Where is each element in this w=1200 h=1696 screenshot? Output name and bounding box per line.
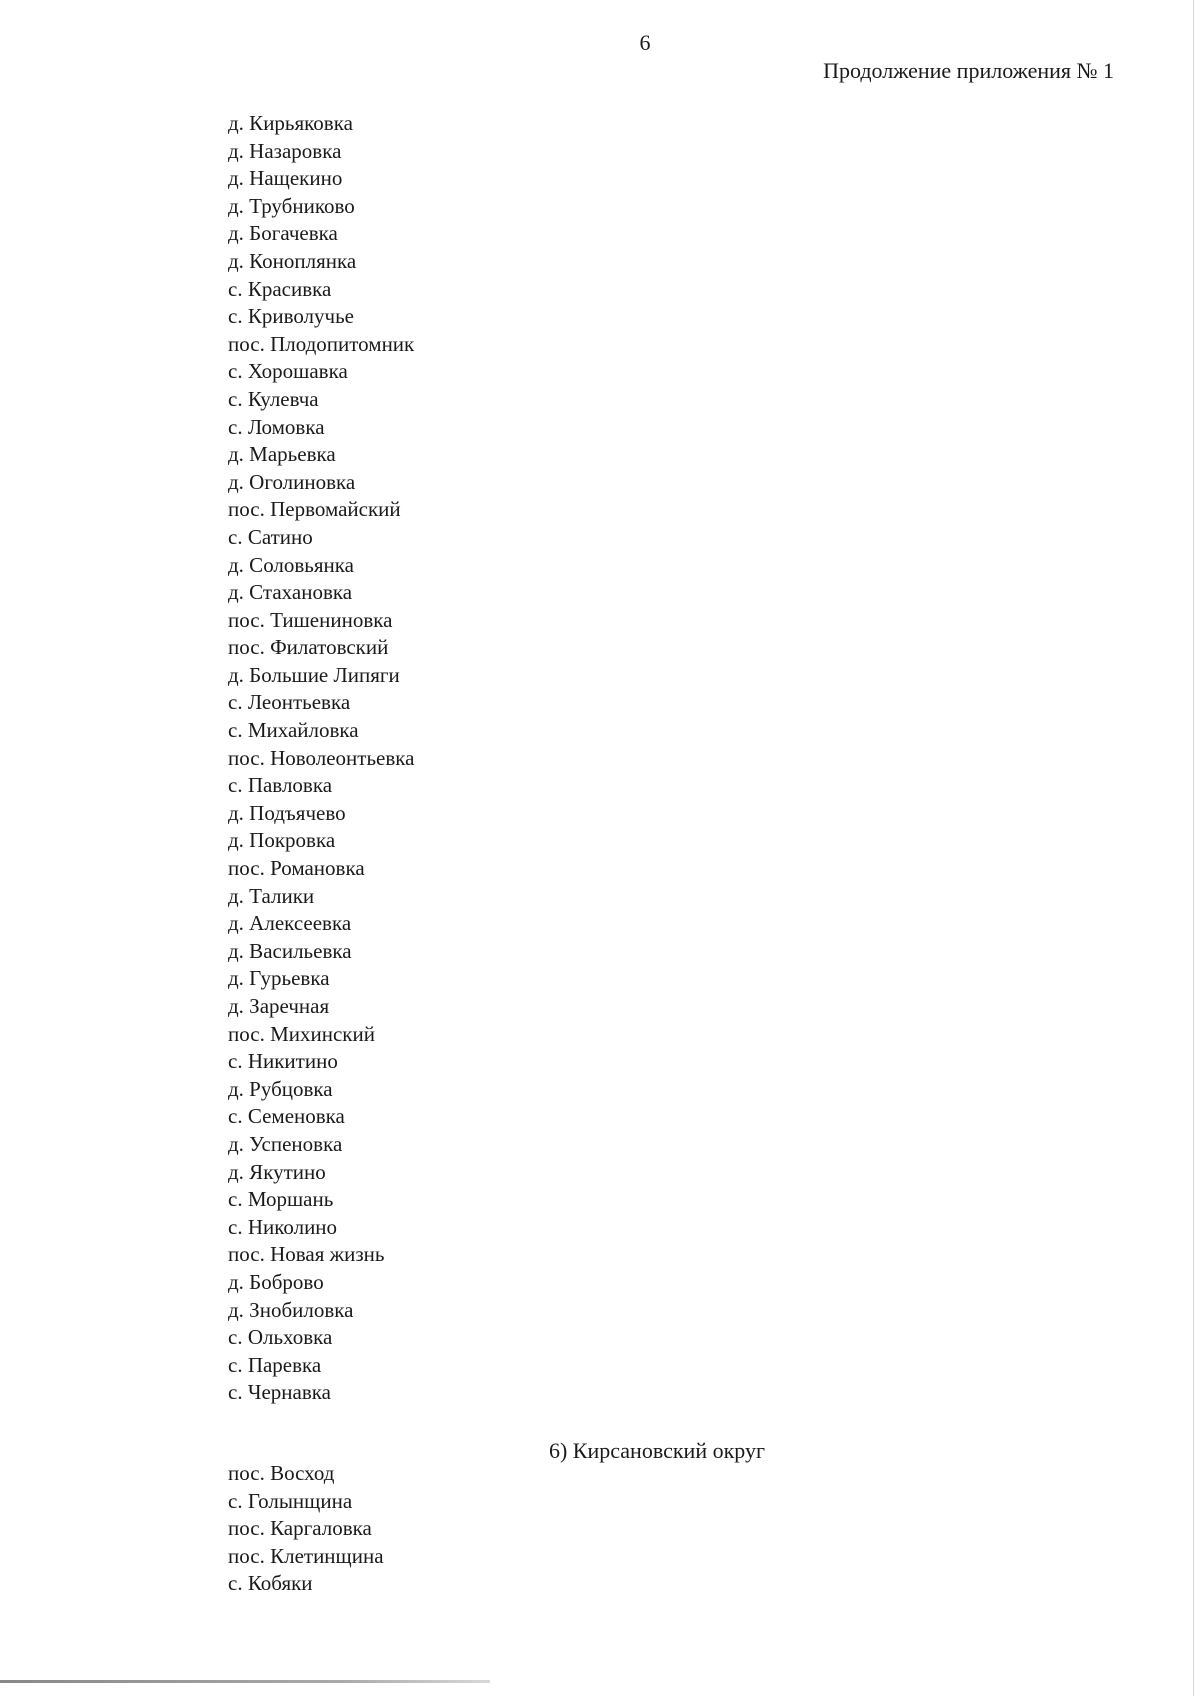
list-item: д. Талики [228,883,315,908]
list-item: с. Никитино [228,1049,338,1074]
appendix-continuation-label: Продолжение приложения № 1 [823,58,1114,83]
list-item: с. Чернавка [228,1380,331,1405]
list-item: пос. Михинский [228,1021,375,1046]
list-item: пос. Первомайский [228,497,401,522]
list-item: пос. Романовка [228,856,365,881]
list-item: д. Знобиловка [228,1297,354,1322]
list-item: д. Кирьяковка [228,111,353,135]
list-item: д. Подъячево [228,800,346,825]
list-item: с. Голынщина [228,1488,353,1513]
list-item: д. Рубцовка [228,1076,333,1101]
list-item: с. Ломовка [228,414,325,439]
list-item: с. Семеновка [228,1104,345,1129]
list-item: с. Павловка [228,773,333,798]
list-item: д. Коноплянка [228,248,357,273]
list-item: д. Якутино [228,1159,326,1184]
section-heading: 6) Кирсановский округ [548,1438,766,1463]
list-item: д. Трубниково [228,193,355,218]
list-item: пос. Новолеонтьевка [228,745,415,770]
list-item: пос. Каргаловка [228,1516,372,1541]
list-item: д. Боброво [228,1269,324,1294]
list-item: д. Успеновка [228,1131,343,1156]
list-item: д. Марьевка [228,442,336,467]
list-item: с. Паревка [228,1352,322,1377]
list-item: д. Нащекино [228,166,343,191]
list-item: д. Богачевка [228,221,338,246]
bottom-scan-rule [0,1680,490,1683]
list-item: д. Алексеевка [228,911,352,936]
page-number: 6 [639,30,651,55]
list-item: с. Моршань [228,1187,334,1212]
list-item: пос. Филатовский [228,635,389,660]
list-item: пос. Новая жизнь [228,1242,385,1267]
list-item: с. Кобяки [228,1571,313,1596]
list-item: д. Покровка [228,828,336,853]
list-item: д. Васильевка [228,938,352,963]
list-item: д. Большие Липяги [228,662,400,687]
list-item: пос. Тишениновка [228,607,393,632]
list-item: д. Гурьевка [228,966,330,991]
list-item: с. Михайловка [228,718,359,743]
list-item: с. Ольховка [228,1325,333,1350]
list-item: с. Леонтьевка [228,690,351,715]
settlement-list-top [228,110,414,1407]
list-item: с. Красивка [228,276,332,301]
list-item: д. Назаровка [228,138,342,163]
list-item: д. Стахановка [228,580,353,605]
list-item: с. Криволучье [228,304,354,329]
list-item: д. Оголиновка [228,469,356,494]
list-item: пос. Восход [228,1461,335,1485]
list-item: пос. Клетинщина [228,1543,384,1568]
list-item: д. Заречная [228,994,330,1018]
list-item: д. Соловьянка [228,552,354,577]
list-item: с. Сатино [228,524,313,549]
list-item: пос. Плодопитомник [228,331,415,356]
list-item: с. Хорошавка [228,359,348,384]
list-item: с. Кулевча [228,386,319,411]
list-item: с. Николино [228,1214,338,1239]
settlement-list-bottom [228,1460,384,1598]
